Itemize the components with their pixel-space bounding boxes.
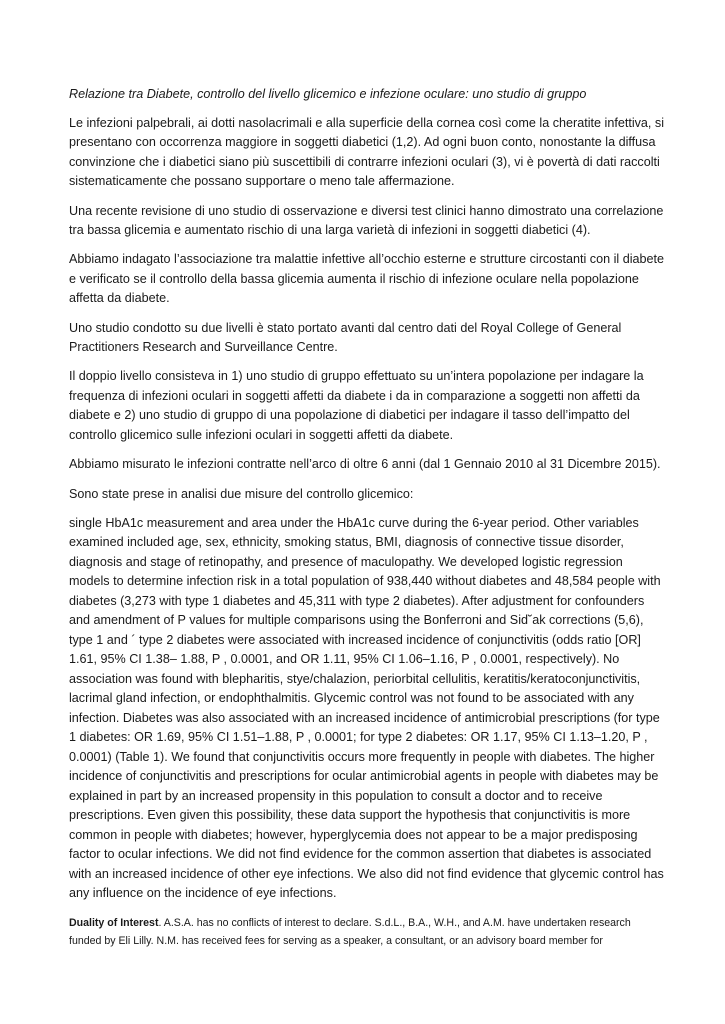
document-title: Relazione tra Diabete, controllo del livello glicemico e infezione oculare: uno studio di gruppo — [69, 87, 587, 101]
paragraph-two-levels: Il doppio livello consisteva in 1) uno studio di gruppo effettuato su un’intera popolazione per indagare la frequenza di infezioni oculari in soggetti affetti da diabete i da in comparazione a soggetti non affetti da diabete e 2) uno studio di gruppo di una popolazione di diabetici per indagare il tasso dell’impatto del controllo glicemico sulle infezioni oculari in soggetti affetti da diabete. — [69, 369, 644, 442]
paragraph-period: Abbiamo misurato le infezioni contratte nell’arco di oltre 6 anni (dal 1 Gennaio 2010 al 31 Dicembre 2015). — [69, 457, 661, 472]
paragraph-review: Una recente revisione di uno studio di osservazione e diversi test clinici hanno dimostrato una correlazione tra bassa glicemia e aumentato rischio di una larga varietà di infezioni in soggetti diabetici (4). — [69, 203, 664, 238]
document-page — [69, 85, 665, 950]
paragraph-glycemic-measures: Sono state prese in analisi due misure del controllo glicemico: — [69, 486, 414, 501]
duality-of-interest-text: . A.S.A. has no conflicts of interest to declare. S.d.L., B.A., W.H., and A.M. have undertaken research funded by Eli Lilly. N.M. has received fees for serving as a speaker, a consultant, or an advisory board member for — [69, 916, 631, 947]
paragraph-results: single HbA1c measurement and area under the HbA1c curve during the 6-year period. Other variables examined included age, sex, ethnicity, smoking status, BMI, diagnosis of connective tissue disorder, diagnosis and stage of retinopathy, and presence of maculopathy. We developed logistic regression models to determine infection risk in a total population of 938,440 without diabetes and 48,584 people with diabetes (3,273 with type 1 diabetes and 45,311 with type 2 diabetes). After adjustment for confounders and amendment of P values for multiple comparisons using the Bonferroni and Sid˘ak corrections (5,6), type 1 and ´ type 2 diabetes were associated with increased incidence of conjunctivitis (odds ratio [OR] 1.61, 95% CI 1.38– 1.88, P , 0.0001, and OR 1.11, 95% CI 1.06–1.16, P , 0.0001, respectively). No association was found with blepharitis, stye/chalazion, periorbital cellulitis, keratitis/keratoconjunctivitis, lacrimal gland infection, or endophthalmitis. Glycemic control was not found to be associated with any infection. Diabetes was also associated with an increased incidence of antimicrobial prescriptions (for type 1 diabetes: OR 1.69, 95% CI 1.51–1.88, P , 0.0001; for type 2 diabetes: OR 1.17, 95% CI 1.13–1.20, P , 0.0001) (Table 1). We found that conjunctivitis occurs more frequently in people with diabetes. The higher incidence of conjunctivitis and prescriptions for ocular antimicrobial agents in people with diabetes may be explained in part by an increased propensity in this population to consult a doctor and to receive prescriptions. Even given this possibility, these data support the hypothesis that conjunctivitis is more common in people with diabetes; however, hyperglycemia does not appear to be a major predisposing factor to ocular infections. We did not find evidence for the common assertion that diabetes is associated with an increased incidence of other eye infections. We also did not find evidence that glycemic control has any influence on the incidence of eye infections. — [69, 515, 664, 901]
paragraph-study-center: Uno studio condotto su due livelli è stato portato avanti dal centro dati del Royal College of General Practitioners Research and Surveillance Centre. — [69, 320, 622, 355]
paragraph-intro: Le infezioni palpebrali, ai dotti nasolacrimali e alla superficie della cornea così come la cheratite infettiva, si presentano con occorrenza maggiore in soggetti diabetici (1,2). Ad ogni buon conto, nonostante la diffusa convinzione che i diabetici siano più suscettibili di contrarre infezioni oculari (3), vi è povertà di dati raccolti sistematicamente che possano supportare o meno tale affermazione. — [69, 116, 665, 189]
duality-of-interest — [69, 914, 665, 950]
duality-of-interest-heading: Duality of Interest — [69, 916, 159, 929]
paragraph-investigation: Abbiamo indagato l’associazione tra malattie infettive all’occhio esterne e strutture circostanti con il diabete e verificato se il controllo della bassa glicemia aumenta il rischio di infezione oculare nella popolazione affetta da diabete. — [69, 252, 665, 306]
